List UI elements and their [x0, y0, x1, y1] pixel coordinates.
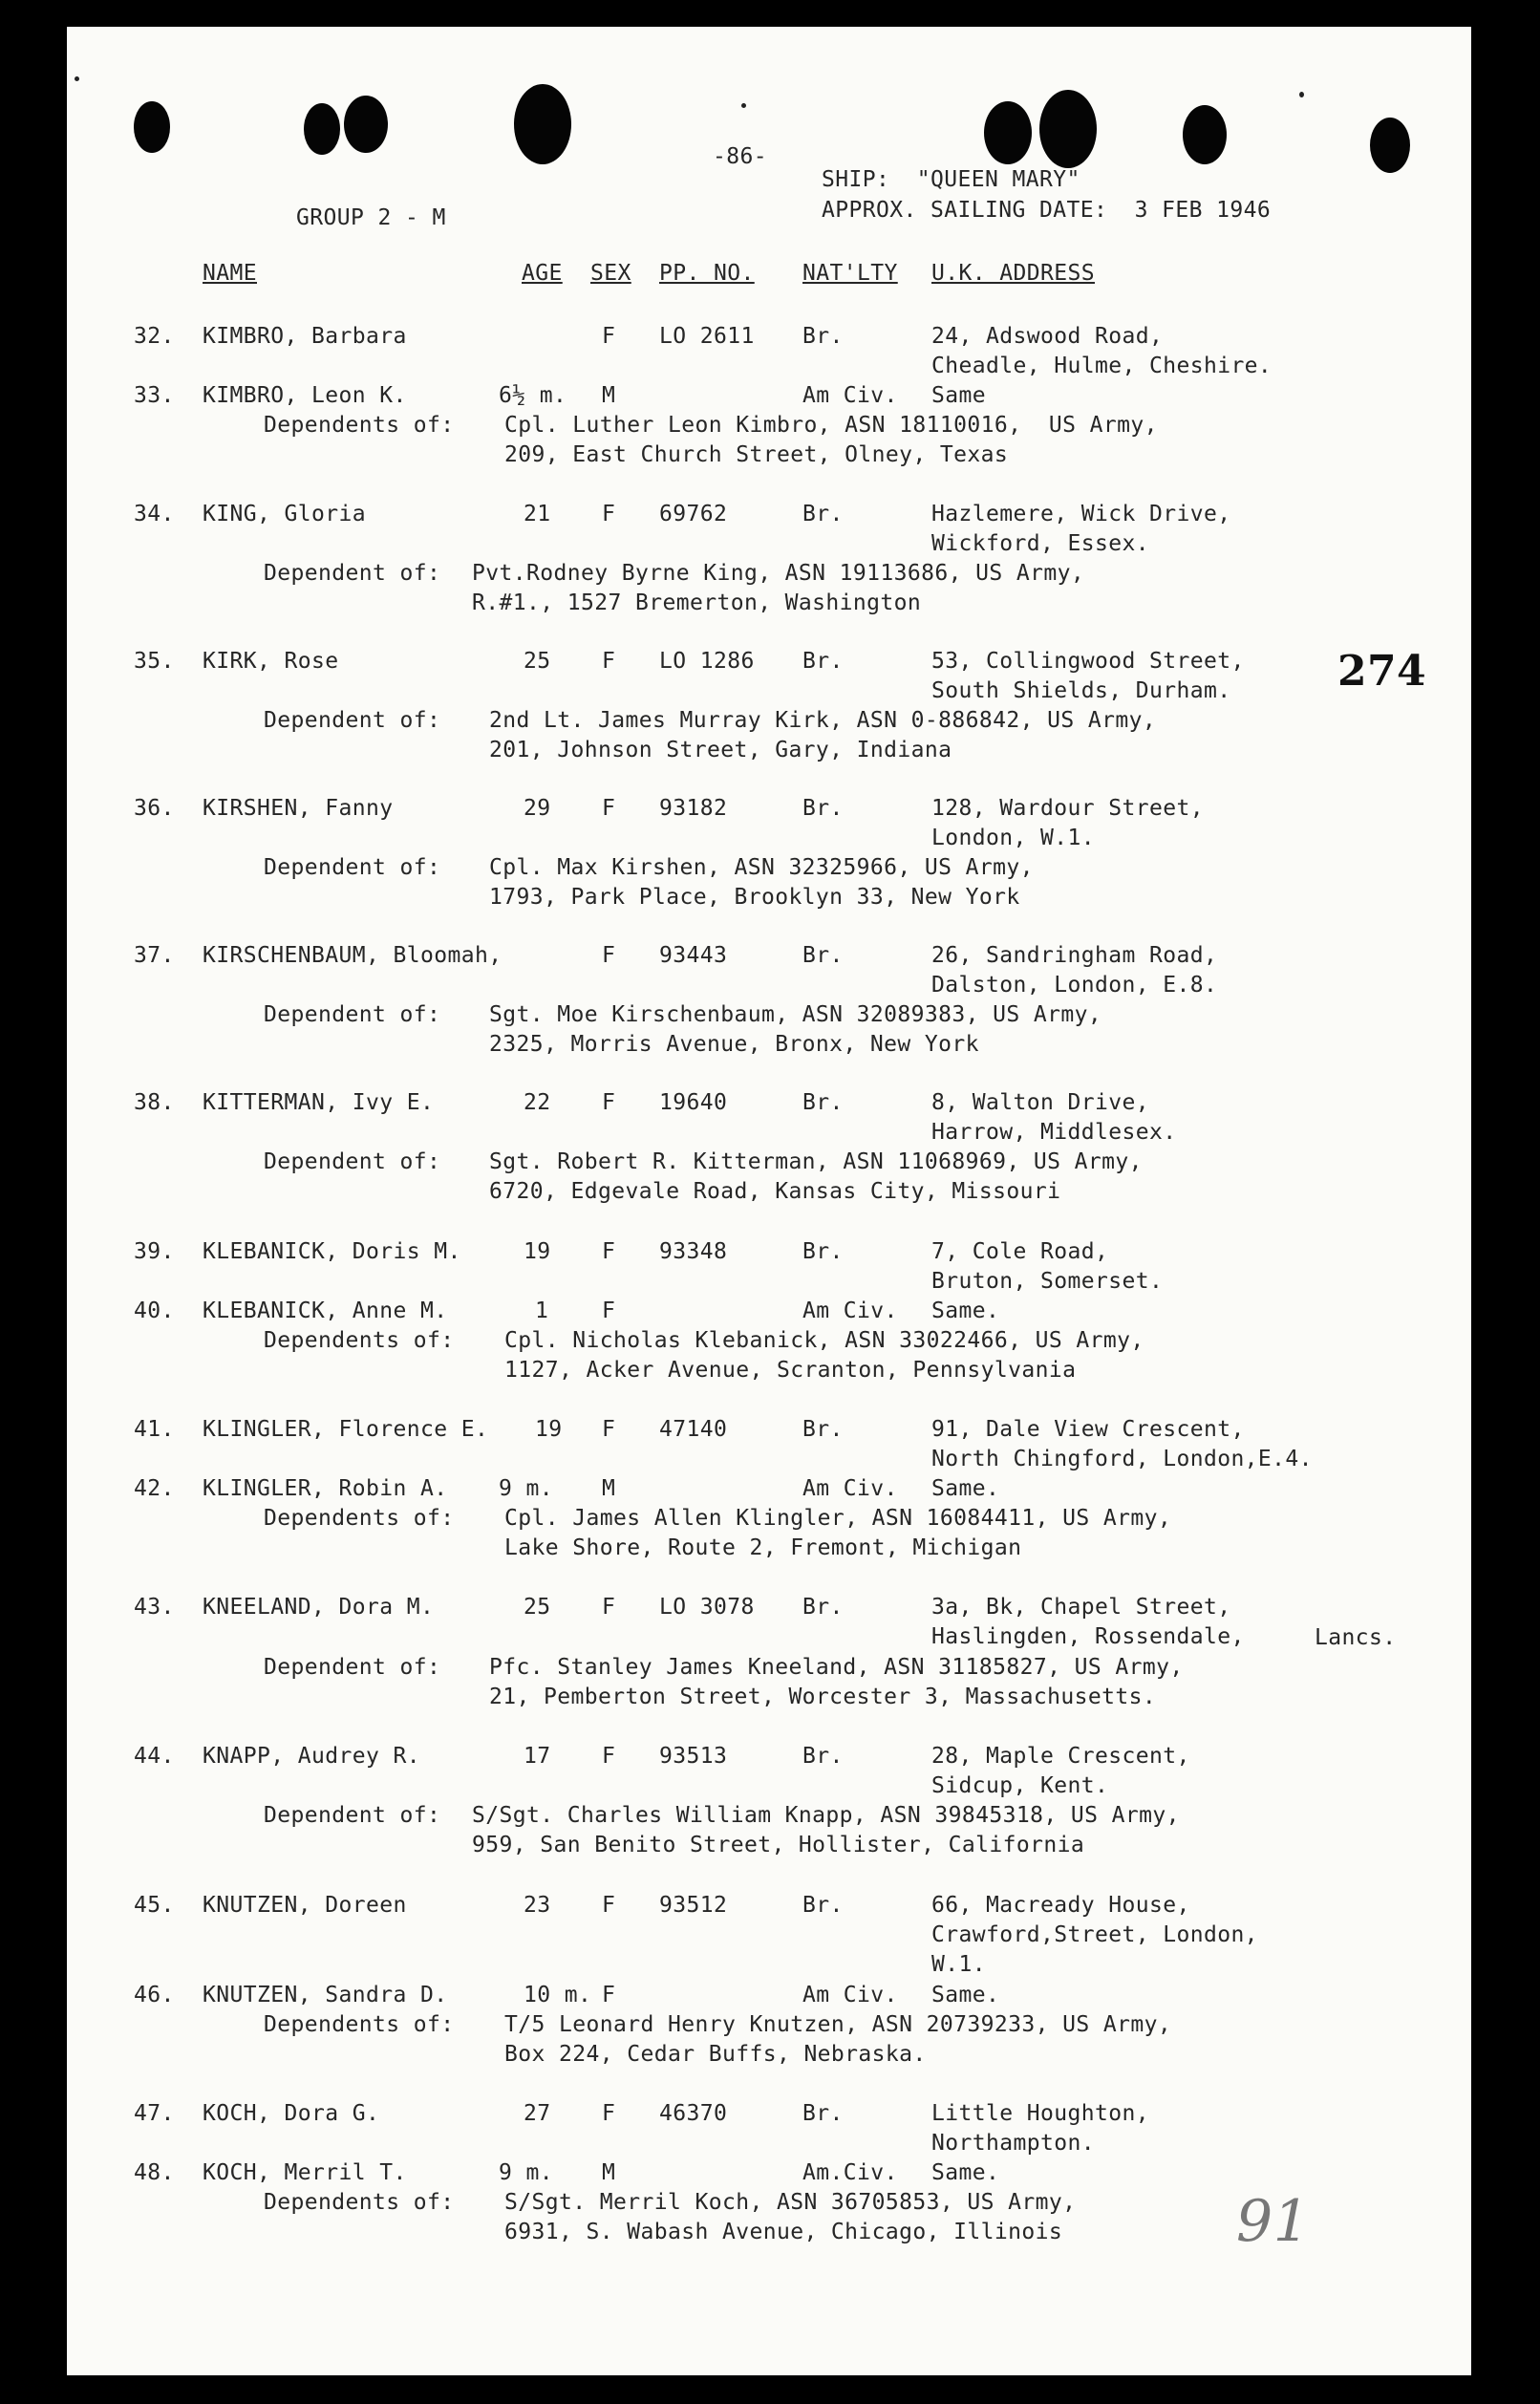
- passenger-name: KIRK, Rose: [203, 649, 339, 674]
- nationality: Br.: [802, 943, 844, 968]
- address-line: Wickford, Essex.: [931, 531, 1149, 556]
- column-header-age: AGE: [522, 261, 563, 286]
- nationality: Am Civ.: [802, 1299, 898, 1323]
- passenger-name: KNEELAND, Dora M.: [203, 1595, 435, 1620]
- sponsor-line: 21, Pemberton Street, Worcester 3, Massachusetts.: [489, 1685, 1157, 1709]
- entry-number: 42.: [134, 1476, 175, 1501]
- address-county: Lancs.: [1315, 1625, 1397, 1650]
- binder-hole: [514, 84, 571, 164]
- address-line: Sidcup, Kent.: [931, 1773, 1109, 1798]
- speck: [1299, 92, 1304, 97]
- passenger-name: KOCH, Merril T.: [203, 2160, 407, 2185]
- address-line: Crawford,Street, London,: [931, 1922, 1258, 1947]
- address-line: 128, Wardour Street,: [931, 796, 1204, 821]
- entry-number: 39.: [134, 1239, 175, 1264]
- address-line: Same: [931, 383, 986, 408]
- sex: F: [602, 649, 616, 674]
- address-line: Cheadle, Hulme, Cheshire.: [931, 354, 1273, 378]
- nationality: Br.: [802, 1893, 844, 1918]
- passenger-name: KIRSHEN, Fanny: [203, 796, 394, 821]
- passport-no: 19640: [659, 1090, 728, 1115]
- sponsor-line: Box 224, Cedar Buffs, Nebraska.: [504, 2042, 927, 2067]
- speck: [741, 103, 746, 108]
- passenger-name: KNUTZEN, Sandra D.: [203, 1983, 448, 2007]
- age: 25: [524, 649, 551, 674]
- age: 1: [535, 1299, 549, 1323]
- passport-no: 93513: [659, 1744, 728, 1769]
- passenger-name: KLINGLER, Florence E.: [203, 1417, 489, 1442]
- age: 19: [524, 1239, 551, 1264]
- nationality: Br.: [802, 502, 844, 526]
- entry-number: 45.: [134, 1893, 175, 1918]
- nationality: Br.: [802, 649, 844, 674]
- age: 25: [524, 1595, 551, 1620]
- ship-label: SHIP: "QUEEN MARY": [822, 167, 1080, 192]
- age: 22: [524, 1090, 551, 1115]
- column-header-name: NAME: [203, 261, 257, 286]
- age: 29: [524, 796, 551, 821]
- dependent-label: Dependents of:: [264, 1506, 455, 1531]
- passenger-name: KITTERMAN, Ivy E.: [203, 1090, 435, 1115]
- binder-hole: [344, 96, 388, 153]
- dependent-label: Dependents of:: [264, 2190, 455, 2215]
- address-line: Same.: [931, 1983, 1000, 2007]
- column-header-address: U.K. ADDRESS: [931, 261, 1095, 286]
- address-line: Bruton, Somerset.: [931, 1269, 1164, 1294]
- address-line: London, W.1.: [931, 826, 1095, 850]
- age: 6½ m.: [499, 383, 567, 408]
- address-line: South Shields, Durham.: [931, 678, 1231, 703]
- address-line: 28, Maple Crescent,: [931, 1744, 1190, 1769]
- entry-number: 38.: [134, 1090, 175, 1115]
- sex: M: [602, 1476, 616, 1501]
- address-line: North Chingford, London,E.4.: [931, 1447, 1313, 1471]
- page-number: -86-: [713, 144, 767, 169]
- sponsor-line: 6931, S. Wabash Avenue, Chicago, Illinois: [504, 2220, 1063, 2244]
- age: 10 m.: [524, 1983, 592, 2007]
- sex: F: [602, 796, 616, 821]
- address-line: Haslingden, Rossendale,: [931, 1624, 1245, 1649]
- passenger-name: KIMBRO, Barbara: [203, 324, 407, 349]
- passport-no: LO 2611: [659, 324, 755, 349]
- entry-number: 32.: [134, 324, 175, 349]
- sponsor-line: 2nd Lt. James Murray Kirk, ASN 0-886842, US Army,: [489, 708, 1157, 733]
- passport-no: 93182: [659, 796, 728, 821]
- passport-no: 93348: [659, 1239, 728, 1264]
- sex: M: [602, 2160, 616, 2185]
- address-line: 8, Walton Drive,: [931, 1090, 1149, 1115]
- entry-number: 44.: [134, 1744, 175, 1769]
- address-line: Northampton.: [931, 2131, 1095, 2156]
- sponsor-line: Sgt. Moe Kirschenbaum, ASN 32089383, US Army,: [489, 1002, 1102, 1027]
- sex: F: [602, 1417, 616, 1442]
- entry-number: 33.: [134, 383, 175, 408]
- sponsor-line: 2325, Morris Avenue, Bronx, New York: [489, 1032, 979, 1057]
- address-line: Harrow, Middlesex.: [931, 1120, 1177, 1145]
- nationality: Br.: [802, 2101, 844, 2126]
- sex: F: [602, 1595, 616, 1620]
- entry-number: 41.: [134, 1417, 175, 1442]
- column-header-nationality: NAT'LTY: [802, 261, 898, 286]
- age: 19: [535, 1417, 563, 1442]
- passenger-name: KIRSCHENBAUM, Bloomah,: [203, 943, 503, 968]
- passport-no: 47140: [659, 1417, 728, 1442]
- dependent-label: Dependent of:: [264, 855, 441, 880]
- entry-number: 34.: [134, 502, 175, 526]
- sponsor-line: R.#1., 1527 Bremerton, Washington: [472, 590, 922, 615]
- speck: [75, 76, 79, 81]
- sponsor-line: 959, San Benito Street, Hollister, California: [472, 1833, 1085, 1857]
- nationality: Am.Civ.: [802, 2160, 898, 2185]
- nationality: Br.: [802, 796, 844, 821]
- sponsor-line: S/Sgt. Merril Koch, ASN 36705853, US Army,: [504, 2190, 1077, 2215]
- address-line: Same.: [931, 1299, 1000, 1323]
- age: 27: [524, 2101, 551, 2126]
- address-line: 3a, Bk, Chapel Street,: [931, 1595, 1231, 1620]
- sex: F: [602, 324, 616, 349]
- sex: F: [602, 1744, 616, 1769]
- entry-number: 47.: [134, 2101, 175, 2126]
- passenger-name: KLEBANICK, Doris M.: [203, 1239, 461, 1264]
- address-line: 26, Sandringham Road,: [931, 943, 1218, 968]
- passenger-name: KLINGLER, Robin A.: [203, 1476, 448, 1501]
- binder-hole: [304, 103, 340, 155]
- passport-no: LO 3078: [659, 1595, 755, 1620]
- sex: F: [602, 1893, 616, 1918]
- age: 9 m.: [499, 2160, 553, 2185]
- sponsor-line: 1127, Acker Avenue, Scranton, Pennsylvania: [504, 1358, 1077, 1383]
- dependent-label: Dependent of:: [264, 1655, 441, 1680]
- binder-hole: [134, 101, 170, 153]
- passport-no: 93443: [659, 943, 728, 968]
- nationality: Br.: [802, 1239, 844, 1264]
- passenger-name: KNAPP, Audrey R.: [203, 1744, 420, 1769]
- address-line: 91, Dale View Crescent,: [931, 1417, 1245, 1442]
- sponsor-line: 209, East Church Street, Olney, Texas: [504, 442, 1009, 467]
- dependent-label: Dependent of:: [264, 561, 441, 586]
- address-line: Same.: [931, 1476, 1000, 1501]
- sex: F: [602, 1239, 616, 1264]
- sponsor-line: T/5 Leonard Henry Knutzen, ASN 20739233, US Army,: [504, 2012, 1172, 2037]
- binder-hole: [984, 101, 1032, 164]
- nationality: Am Civ.: [802, 383, 898, 408]
- dependent-label: Dependent of:: [264, 1149, 441, 1174]
- age: 23: [524, 1893, 551, 1918]
- entry-number: 43.: [134, 1595, 175, 1620]
- sponsor-line: 1793, Park Place, Brooklyn 33, New York: [489, 885, 1020, 910]
- address-line: W.1.: [931, 1952, 986, 1977]
- sponsor-line: Lake Shore, Route 2, Fremont, Michigan: [504, 1535, 1022, 1560]
- address-line: Little Houghton,: [931, 2101, 1149, 2126]
- entry-number: 35.: [134, 649, 175, 674]
- group-label: GROUP 2 - M: [296, 205, 446, 230]
- dependent-label: Dependents of:: [264, 1328, 455, 1353]
- sponsor-line: S/Sgt. Charles William Knapp, ASN 39845318, US Army,: [472, 1803, 1180, 1828]
- nationality: Br.: [802, 1744, 844, 1769]
- sex: F: [602, 1299, 616, 1323]
- sponsor-line: Pfc. Stanley James Kneeland, ASN 31185827, US Army,: [489, 1655, 1184, 1680]
- passport-no: 46370: [659, 2101, 728, 2126]
- sponsor-line: 6720, Edgevale Road, Kansas City, Missouri: [489, 1179, 1061, 1204]
- sponsor-line: Cpl. Luther Leon Kimbro, ASN 18110016, US Army,: [504, 413, 1158, 438]
- entry-number: 46.: [134, 1983, 175, 2007]
- binder-hole: [1039, 90, 1097, 168]
- sponsor-line: Cpl. James Allen Klingler, ASN 16084411, US Army,: [504, 1506, 1172, 1531]
- passenger-name: KNUTZEN, Doreen: [203, 1893, 407, 1918]
- dependent-label: Dependent of:: [264, 1002, 441, 1027]
- sex: F: [602, 1090, 616, 1115]
- dependent-label: Dependents of:: [264, 413, 455, 438]
- entry-number: 37.: [134, 943, 175, 968]
- nationality: Br.: [802, 1090, 844, 1115]
- address-line: 53, Collingwood Street,: [931, 649, 1245, 674]
- nationality: Br.: [802, 1417, 844, 1442]
- address-line: Dalston, London, E.8.: [931, 973, 1218, 998]
- sponsor-line: Sgt. Robert R. Kitterman, ASN 11068969, US Army,: [489, 1149, 1143, 1174]
- dependent-label: Dependent of:: [264, 1803, 441, 1828]
- sex: F: [602, 502, 616, 526]
- sailing-date: APPROX. SAILING DATE: 3 FEB 1946: [822, 198, 1272, 223]
- passenger-name: KING, Gloria: [203, 502, 366, 526]
- address-line: 7, Cole Road,: [931, 1239, 1109, 1264]
- passport-no: 93512: [659, 1893, 728, 1918]
- dependent-label: Dependents of:: [264, 2012, 455, 2037]
- binder-hole: [1183, 105, 1227, 164]
- folio-stamp: 274: [1337, 647, 1427, 696]
- column-header-passport: PP. NO.: [659, 261, 755, 286]
- sponsor-line: Pvt.Rodney Byrne King, ASN 19113686, US Army,: [472, 561, 1085, 586]
- passport-no: LO 1286: [659, 649, 755, 674]
- passport-no: 69762: [659, 502, 728, 526]
- nationality: Am Civ.: [802, 1983, 898, 2007]
- sex: F: [602, 1983, 616, 2007]
- age: 9 m.: [499, 1476, 553, 1501]
- passenger-name: KIMBRO, Leon K.: [203, 383, 407, 408]
- nationality: Br.: [802, 324, 844, 349]
- sponsor-line: 201, Johnson Street, Gary, Indiana: [489, 738, 952, 762]
- nationality: Am Civ.: [802, 1476, 898, 1501]
- entry-number: 36.: [134, 796, 175, 821]
- sponsor-line: Cpl. Nicholas Klebanick, ASN 33022466, US Army,: [504, 1328, 1144, 1353]
- sex: F: [602, 943, 616, 968]
- nationality: Br.: [802, 1595, 844, 1620]
- handwritten-note: 91: [1236, 2188, 1311, 2255]
- sex: M: [602, 383, 616, 408]
- address-line: Same.: [931, 2160, 1000, 2185]
- address-line: Hazlemere, Wick Drive,: [931, 502, 1231, 526]
- column-header-sex: SEX: [590, 261, 631, 286]
- entry-number: 48.: [134, 2160, 175, 2185]
- address-line: 24, Adswood Road,: [931, 324, 1164, 349]
- dependent-label: Dependent of:: [264, 708, 441, 733]
- age: 21: [524, 502, 551, 526]
- age: 17: [524, 1744, 551, 1769]
- passenger-name: KOCH, Dora G.: [203, 2101, 380, 2126]
- binder-hole: [1370, 118, 1410, 173]
- entry-number: 40.: [134, 1299, 175, 1323]
- address-line: 66, Macready House,: [931, 1893, 1190, 1918]
- document-page: [67, 27, 1471, 2375]
- sponsor-line: Cpl. Max Kirshen, ASN 32325966, US Army,: [489, 855, 1034, 880]
- passenger-name: KLEBANICK, Anne M.: [203, 1299, 448, 1323]
- sex: F: [602, 2101, 616, 2126]
